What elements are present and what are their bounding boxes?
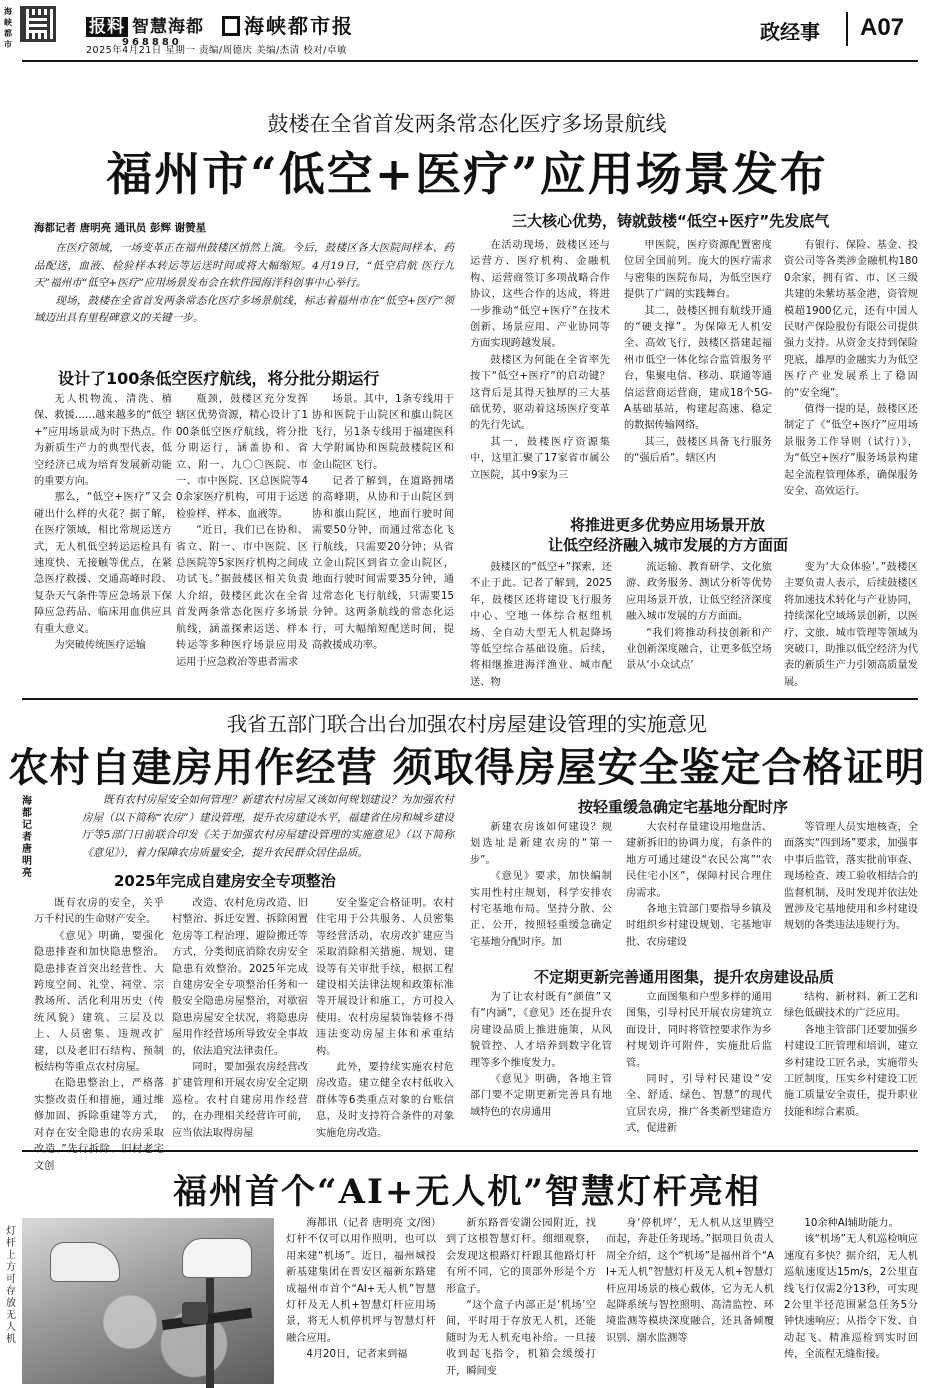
masthead <box>0 0 934 58</box>
article2-sub2-col2 <box>626 820 772 956</box>
paragraph: 同时，引导村民建设“安全、舒适、绿色、智慧”的现代宜居农房，推广各类新型建造方式，促进新 <box>626 1074 772 1135</box>
article3-col3 <box>606 1216 774 1382</box>
dateline: 2025年4月21日 星期一 责编/周德庆 美编/杰清 校对/卓敏 <box>86 45 347 56</box>
paragraph: 4月20日，记者来到福 <box>306 1349 408 1361</box>
paragraph: 立面图集和户型多样的通用图集，引导村民开展农房建筑立面设计，同时将管控要求作为乡村规划许可附件，实施批后监管。 <box>626 992 772 1069</box>
article3-headline: 福州首个“AI+无人机”智慧灯杆亮相 <box>173 1172 761 1212</box>
article1-col3 <box>312 392 454 692</box>
article1-kicker: 鼓楼在全省首发两条常态化医疗多场景航线 <box>267 112 667 136</box>
article2-col1 <box>34 896 164 1172</box>
tipoff-badge: 报料 <box>86 17 128 37</box>
car-shape <box>50 1242 120 1282</box>
article2-kicker: 我省五部门联合出台加强农村房屋建设管理的实施意见 <box>227 712 707 736</box>
paragraph: 其三，鼓楼区具备飞行服务的“强后盾”。辖区内 <box>624 436 772 465</box>
paragraph: 其二，鼓楼区拥有航线开通的“硬支撑”。为保障无人机安全、高效飞行，鼓楼区搭建起福州市低空一体化综合监管服务平台，集聚电信、移动、联通等通信运营商运营商，建成18个5G-A基础基站，构建起高速、稳定的数据传输网络。 <box>624 305 772 432</box>
article3-col2 <box>446 1216 596 1382</box>
paragraph: “我们将推动科技创新和产业创新深度融合，让更多低空场景从‘小众试点’ <box>626 627 772 672</box>
paragraph: 场景。其中，1条专线用于协和医院于山院区和旗山院区飞行，另1条专线用于福建医科大学附属协和医院鼓楼院区和金山院区飞行。 <box>312 394 454 471</box>
paragraph: 变为‘大众体验’。”鼓楼区主要负责人表示，后续鼓楼区将加速技术转化与产业协同，持续深化空域场景创新，以医疗、文旅、城市管理等领域为突破口，助推以低空经济为代表的新质生产力引领高质量发展。 <box>784 562 918 688</box>
article2-subhead-1: 2025年完成自建房安全专项整治 <box>114 872 336 890</box>
article3-col4 <box>784 1216 918 1382</box>
article1-sub2-col3 <box>784 238 918 504</box>
article1-sub2-col1 <box>470 238 610 504</box>
paper-name: 海峡都市报 <box>244 14 354 38</box>
lead-paragraph: 现场，鼓楼在全省首发两条常态化医疗多场景航线，标志着福州市在“低空+医疗”领域迈出具有里程碑意义的关键一步。 <box>34 294 454 324</box>
lead-paragraph: 在医疗领域，一场变革正在福州鼓楼区悄然上演。今后，鼓楼区各大医院间样本、药品配送，血液、检验样本转运等运送时间或将大幅缩短。4月19日，“低空启航 医行九天”福州市“低空+医疗”应用场景发布会在软件园海洋科创事中心举行。 <box>34 242 454 289</box>
article2-col2 <box>172 896 308 1146</box>
paragraph: 《意见》明确，各地主管部门要不定期更新完善具有地域特色的农房通用 <box>470 1074 612 1118</box>
section-divider <box>846 12 848 46</box>
section-rule <box>22 1150 918 1152</box>
paragraph: 在活动现场，鼓楼区还与运营方、医疗机构、金融机构、运营商签订多项战略合作协议，这些合作的达成，将进一步推动“低空+医疗”在技术创新、场景应用、产业协同等方面实现跨越发展。 <box>470 240 610 350</box>
car-shape <box>182 1238 252 1278</box>
paragraph: 鼓楼区为何能在全省率先按下“低空+医疗”的启动键？这背后是其得天独厚的三大基础优势，驱动着这场医疗变革的先行先试。 <box>470 354 610 432</box>
article2-lead <box>82 792 454 862</box>
hotline-number: 968880 <box>122 37 182 48</box>
section-rule <box>22 698 918 700</box>
paragraph: 为突破传统医疗运输 <box>54 640 147 652</box>
article1-col1 <box>34 392 172 692</box>
article2-sub2-col1 <box>470 820 612 956</box>
article1-subhead-3b: 让低空经济融入城市发展的方方面面 <box>548 536 789 554</box>
paragraph: 同时，要加强农房经营改扩建管理和开展农房安全定期巡检。农村自建房用作经营的，在办理相关经营许可前，应当依法取得房屋 <box>172 1062 308 1139</box>
article1-col2 <box>176 392 308 692</box>
article2-col3 <box>316 896 454 1146</box>
qr-code-icon <box>20 6 56 42</box>
paragraph: 该“机场”无人机巡检响应速度有多快？据介绍，无人机巡航速度达15m/s，2公里直线飞行仅需2分13秒，可实现2公里半径范围紧急任务5分钟快速响应；从指令下发、自动起飞、精准巡检到实时回传，全流程无缝衔接。 <box>784 1234 918 1361</box>
paragraph: 其一，鼓楼医疗资源集中，这里汇聚了17家省市属公立医院，其中9家为三 <box>470 436 610 481</box>
paragraph: 值得一提的是，鼓楼区还制定了《“低空+医疗”应用场景服务工作导则（试行）》，为“低空+医疗”服务场景构建起全流程管理体系，确保服务安全、高效运行。 <box>784 404 918 498</box>
lamppost-shape <box>206 1278 214 1388</box>
article2-sub3-col2 <box>626 990 772 1146</box>
article2-sub3-col1 <box>470 990 612 1146</box>
drone-hangar-shape <box>182 1302 208 1324</box>
page-number: A07 <box>860 14 905 41</box>
paragraph: “这个盒子内部正是‘机场’空间，平时用于存放无人机，还能随时为无人机充电补给。一旦接收到起飞指令，机箱会缓缓打开，瞬间变 <box>446 1300 596 1377</box>
article2-headline: 农村自建房用作经营 须取得房屋安全鉴定合格证明 <box>8 744 926 791</box>
article1-sub3-col1 <box>470 560 612 690</box>
paragraph: 为了让农村既有“颜值”又有“内涵”，《意见》还在提升农房建设品质上推进施策，从风貌管控、人才培养到数字化管理等多个维度发力。 <box>470 992 612 1069</box>
paragraph: 结构、新材料、新工艺和绿色低碳技术的广泛应用。 <box>784 992 918 1020</box>
article1-lead <box>34 240 454 328</box>
article1-subhead-3a: 将推进更多优势应用场景开放 <box>570 516 766 534</box>
paragraph: 有银行、保险、基金、投资公司等各类涉金融机构1800余家，拥有省、市、区三级共建的朱紫坊基金港，资管规模超1900亿元，还有中国人民财产保险股份有限公司提供强力支持。从资金支持到保险兜底，雄厚的金融实力为低空医疗产业发展系上了稳固的“安全绳”。 <box>784 240 918 399</box>
paragraph: 甲医院，医疗资源配置密度位居全国前列。庞大的医疗需求与密集的医院布局，为低空医疗提供了广阔的实践舞台。 <box>624 240 772 301</box>
paragraph: 瓶颈，鼓楼区充分发挥辖区优势资源，精心设计了100条低空医疗航线，将分批分期运行，涵盖协和、省立、附一、九〇〇医院、市一、市中医院、区总医院等40余家医疗机构，可用于运送检验样、样本、血液等。 <box>176 394 308 520</box>
article2-subhead-3: 不定期更新完善通用图集，提升农房建设品质 <box>534 968 835 986</box>
smart-lamppost-photo <box>22 1218 274 1384</box>
paper-logo <box>222 10 354 39</box>
paragraph: 各地主管部门还要加强乡村建设工匠管理和培训，建立乡村建设工匠名录，实施带头工匠制度，压实乡村建设工匠施工质量安全责任，提升职业技能和综合素质。 <box>784 1024 918 1118</box>
paragraph: 海都讯（记者 唐明亮 文/图）灯杆不仅可以用作照明，也可以用来建“机场”。近日，福州城投新基建集团在晋安区福新东路建成福州市首个“AI+无人机”智慧灯杆及无人机+智慧灯杆应用场景，将无人机停机坪与智慧灯杆融合应用。 <box>286 1218 436 1344</box>
masthead-vertical-label: 海峡都市 <box>4 7 12 49</box>
paragraph: 安全鉴定合格证明。农村住宅用于公共服务、人员密集等经营活动，农房改扩建应当采取消除相关措施、规划、建设等有关审批手续，根据工程建设相关法律法规和政策标准等开展设计和施工，方可投入使用。农村房屋装饰装修不得违法变动房屋主体和承重结构。 <box>316 898 454 1057</box>
paper-logo-icon <box>222 16 240 36</box>
paragraph: “近日，我们已在协和、省立、附一、市中医院、区总医院等5家医疗机构之间成功试飞。”据鼓楼区相关负责人介绍，鼓楼区此次在全省首发两条常态化医疗多场景航线，涵盖探索运送、样本转运等多种医疗场景应用及运用于应急救治等患者需求 <box>176 525 308 668</box>
paragraph: 在隐患整治上，严格落实整改责任和措施，通过维修加固、拆除重建等方式，对存在安全隐患的农房采取 文创 <box>34 1078 164 1172</box>
paragraph: 等管理人员实地核查，全面落实“四到场”要求，加强事中事后监管，落实批前审查、现场检查、竣工验收相结合的监督机制，及时发现并依法处置涉及宅基地使用和乡村建设规划的各类违法违规行为。 <box>784 822 918 932</box>
tree-shape <box>82 1278 242 1388</box>
article3-col1 <box>286 1216 436 1382</box>
masthead-rule <box>22 60 918 62</box>
paragraph: 《意见》要求，加快编制实用性村庄规划，科学安排农村宅基地布局。坚持分散、公正、公开，按照轻重缓急确定宅基地分配时序。加 <box>470 871 612 948</box>
paragraph: 改造、农村危房改造、旧村整治、拆迁安置、拆除闲置危房等工程治理、避险搬迁等方式，分类彻底消除农房安全隐患有效整治。2025年完成自建房安全专项整治任务和一般安全隐患房屋整治，对歇宿隐患房屋安全状况，将隐患房屋用作经营场所导致安全事故的，依法追究法律责任。 <box>172 898 308 1057</box>
paragraph: 身‘停机坪’，无人机从这里腾空而起，奔赴任务现场。”据项目负责人周全介绍，这个“机场”是福州首个“AI+无人机”智慧灯杆及无人机+智慧灯杆应用场景的核心载体，它为无人机起降系统与智控照明、高清监控、环境监测等模块深度融合，还具备倾覆识别、溺水监测等 <box>606 1218 774 1344</box>
article1-subhead-1: 设计了100条低空医疗航线，将分批分期运行 <box>58 369 380 388</box>
paragraph: 鼓楼区的“低空+”探索，还不止于此。记者了解到，2025年，鼓楼区还将建设飞行服务中心、空地一体综合枢纽机场、全自动大型无人机起降场等低空综合基础设施。后续，将相继推进海洋渔业、城市配送、物 <box>470 562 612 688</box>
paragraph: 大农村存量建设用地盘活、建新拆旧的协调力度，有条件的地方可通过建设“农民公寓”“农民住宅小区”，保障村民合理住房需求。 <box>626 822 772 899</box>
hotline-brand: 智慧海都 <box>132 17 204 37</box>
paragraph: 既有农房的安全，关乎万千村民的生命财产安全。 <box>34 898 164 926</box>
article2-byline: 海都记者 唐明亮 <box>22 796 32 879</box>
article2-sub2-col3 <box>784 820 918 956</box>
article1-sub3-col2 <box>626 560 772 690</box>
article1-sub2-col2 <box>624 238 772 504</box>
article1-byline: 海都记者 唐明亮 通讯员 彭辉 谢赞星 <box>34 222 207 234</box>
paragraph: 记者了解到，在道路拥堵的高峰期，从协和于山院区到协和旗山院区，地面行驶时间需要50分钟，而通过常态化飞行航线，只需要20分钟；从省立金山院区到省立金山院区，地面行驶时间需要35分钟，通过常态化飞行航线，只需要15分钟。这两条航线的常态化运行，可大幅缩短配送时间，提高救援成功率。 <box>312 476 454 652</box>
article2-sub3-col3 <box>784 990 918 1146</box>
article2-subhead-2: 按轻重缓急确定宅基地分配时序 <box>578 798 789 816</box>
paragraph: 各地主管部门要指导乡镇及时组织乡村建设规划、宅基地审批、农房建设 <box>626 904 772 948</box>
photo-caption: 灯杆上方可存放无人机 <box>6 1226 16 1345</box>
lead-paragraph: 既有农村房屋安全如何管理？新建农村房屋又该如何规划建设？为加强农村房屋（以下简称“农房”）建设管理，提升农房建设水平，福建省住房和城乡建设厅等5部门日前联合印发《关于加强农村房屋建设管理的实施意见》（以下简称《意见》），着力保障农房质量安全，提升农民群众居住品质。 <box>82 794 454 859</box>
paragraph: 此外，要持续实施农村危房改造。建立健全农村低收入群体等6类重点对象的台账信息，及时支持符合条件的对象实施危房改造。 <box>316 1062 454 1139</box>
paragraph: 新建农房该如何建设？规划选址是新建农房的“第一步”。 <box>470 822 612 866</box>
article1-headline: 福州市“低空+医疗”应用场景发布 <box>106 147 828 201</box>
paragraph: 流运输、教育研学、文化旅游、政务服务、测试分析等优势应用场景开放，让低空经济深度融入城市发展的方方面面。 <box>626 562 772 623</box>
paragraph: 那么，“低空+医疗”又会碰出什么样的火花？据了解，在医疗领域，相比常规运送方式，无人机低空转运运检具有速度快、无接触等优点，在紧急医疗救援、交通高峰时段、复杂天气条件等应急场景下保障应急药品、临床用血供应具有重大意义。 <box>34 492 172 635</box>
section-title: 政经事 <box>760 20 820 44</box>
article1-subhead-2: 三大核心优势，铸就鼓楼“低空+医疗”先发底气 <box>512 212 830 230</box>
paragraph: 新东路晋安湖公园附近，找到了这根智慧灯杆。细细观察，会发现这根路灯杆跟其他路灯杆有所不同，它的顶部外形是个方形盒子。 <box>446 1218 596 1295</box>
article1-sub3-col3 <box>784 560 918 690</box>
paragraph: 10余种AI辅助能力。 <box>804 1218 899 1229</box>
paragraph: 《意见》明确，要强化隐患排查和加快隐患整治。隐患排查首突出经营性、大跨度空间、礼堂、祠堂、宗教场所、活化利用历史（传统风貌）建筑、三层及以上、人员密集、违规改扩建，以及老旧石结构、预制板结构等重点农村房屋。 <box>34 930 164 1074</box>
paragraph: 无人机物流、清洗、植保、救援……越来越多的“低空+”应用场景成为时下热点。作为新质生产力的典型代表，低空经济已成为培育发展新动能的重要方向。 <box>34 394 172 488</box>
